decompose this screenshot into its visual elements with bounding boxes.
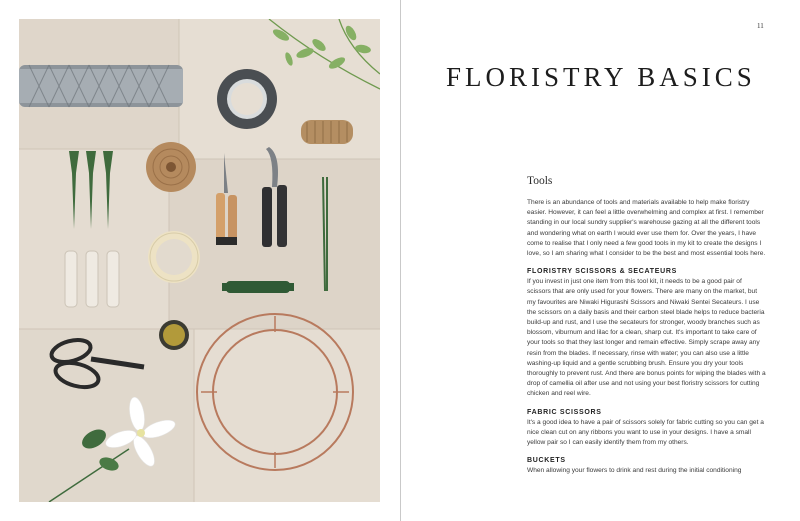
water-tubes-clear xyxy=(65,251,119,307)
chapter-title: FLORISTRY BASICS xyxy=(446,62,756,92)
right-page xyxy=(401,0,800,521)
tools-flatlay-photo xyxy=(19,19,380,502)
subheading-scissors-secateurs: FLORISTRY SCISSORS & SECATEURS xyxy=(527,268,677,276)
paragraph-fabric-scissors: It's a good idea to have a pair of scissors solely for fabric cutting so you can get a nice clean cut on any ribbons you want to use in your designs. I have a small yellow pair so I can easily identify them from my others. xyxy=(527,418,764,447)
chicken-wire-roll xyxy=(19,65,183,107)
masking-tape-roll xyxy=(148,231,200,283)
text-column xyxy=(527,175,767,476)
twine-ball xyxy=(146,142,196,192)
page-number: 11 xyxy=(757,22,764,30)
section-heading-tools: Tools xyxy=(527,175,553,187)
flower-frog xyxy=(159,320,189,350)
reel-wire xyxy=(222,281,294,293)
subheading-fabric-scissors: FABRIC SCISSORS xyxy=(527,408,602,416)
twine-spool-small xyxy=(301,120,353,144)
floral-tape-roll xyxy=(217,69,277,129)
subheading-buckets: BUCKETS xyxy=(527,457,566,465)
paragraph-scissors-secateurs: If you invest in just one item from this tool kit, it needs to be a good pair of scissors that are only used for your flowers. There are many on the market, but my favourites are Niwaki Higurashi Scissors and Niwaki Sentei Secateurs. I use the scissors on a daily basis and their carbon steel blade helps to reduce bacteria build-up and rust, and I use the secateurs for stronger, woody branches such as blossom, viburnum and lilac for a clean, sharp cut. It's important to take care of your tools so that they last longer and remain effective. Simply scrape away any resin from the blades. If necessary, rinse with water; you can also use a little washing-up liquid and a gentle scrubbing brush. Ensure you dry your tools thoroughly to prevent rust. And there are bonus points for wiping the blades with a drop of camellia oil after use and not using your best floristry scissors for cutting chicken and reel wire. xyxy=(527,278,766,398)
paragraph-buckets: When allowing your flowers to drink and rest during the initial conditioning xyxy=(527,467,742,475)
intro-paragraph: There is an abundance of tools and materials available to help make floristry easier. However, it can feel a little overwhelming and complex at first. I remember standing in our local sundry supplier's warehouse gazing at all the different tools and wondering what on earth I would ever use them for. Over the years, I have come to realise that I only need a few good tools in my kit to create the designs I love, so I am sharing what I consider to be the best and most essential tools here. xyxy=(527,199,766,258)
